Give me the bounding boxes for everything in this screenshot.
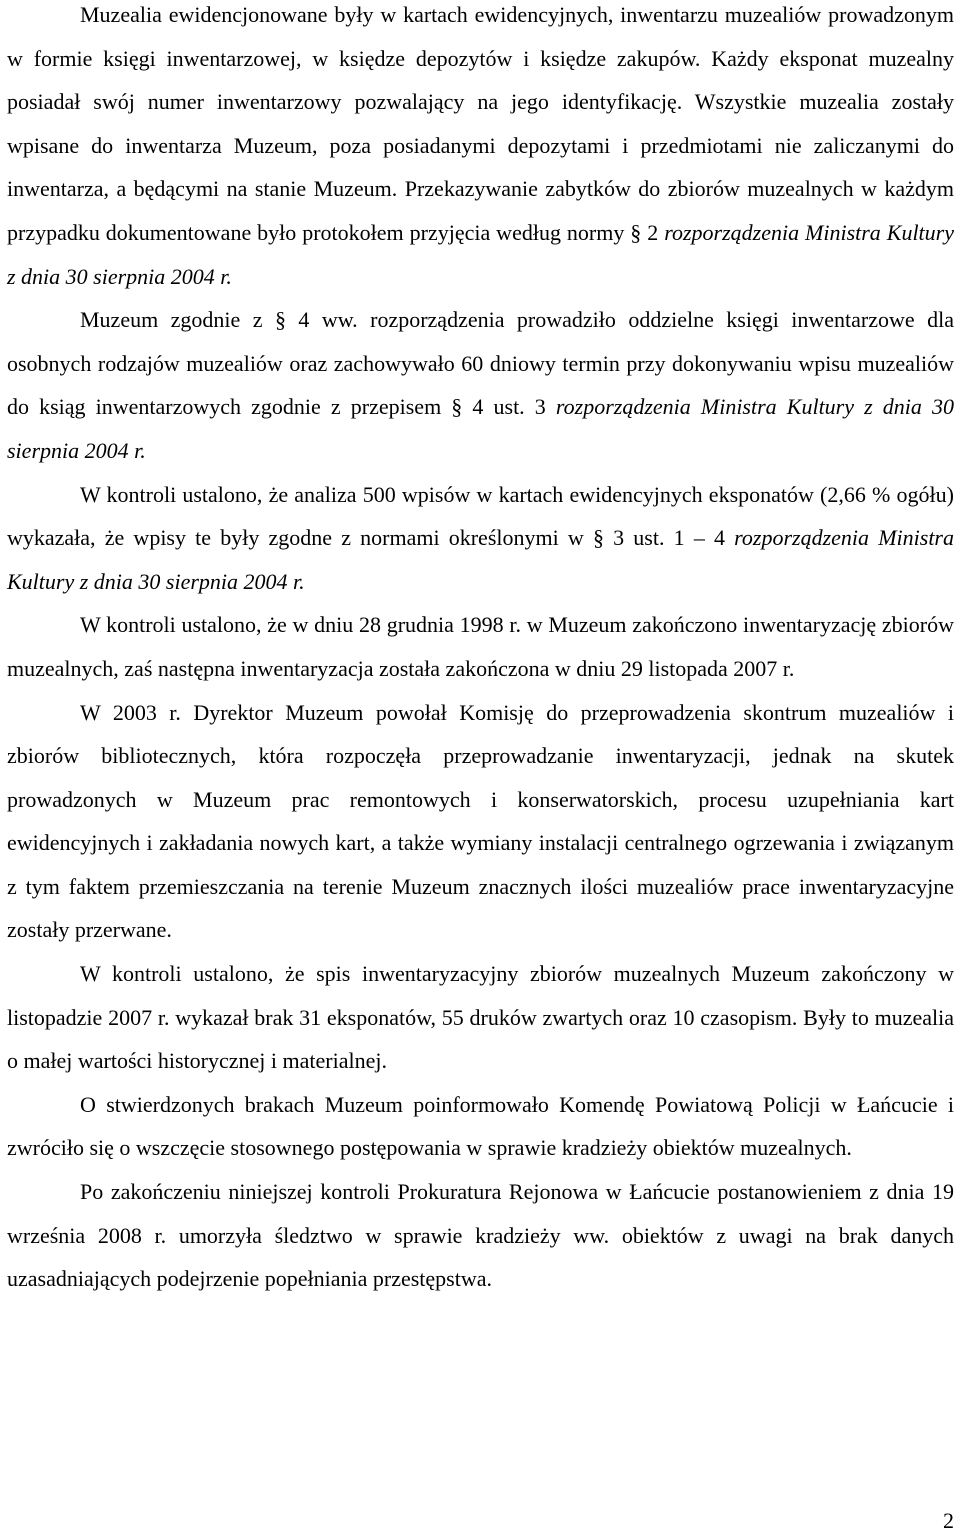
paragraph-card-analysis	[7, 473, 954, 604]
paragraph-museum-records	[7, 0, 954, 298]
paragraph-inventory-books	[7, 298, 954, 472]
document-page	[7, 0, 954, 1301]
paragraph-text: W kontroli ustalono, że analiza 500 wpisów w kartach ewidencyjnych eksponatów (2,66 % ogółu) wykazała, że wpisy te były zgodne z normami określonymi w § 3 ust. 1 – 4	[7, 481, 954, 551]
paragraph-text: O stwierdzonych brakach Muzeum poinformowało Komendę Powiatową Policji w Łańcucie i zwróciło się o wszczęcie stosownego postępowania w sprawie kradzieży obiektów muzealnych.	[7, 1091, 954, 1161]
paragraph-text: Muzealia ewidencjonowane były w kartach ewidencyjnych, inwentarzu muzealiów prowadzonym w formie księgi inwentarzowej, w księdze depozytów i księdze zakupów. Każdy eksponat muzealny posiadał swój numer inwentarzowy pozwalający na jego identyfikację. Wszystkie muzealia zostały wpisane do inwentarza Muzeum, poza posiadanymi depozytami i przedmiotami nie zaliczanymi do inwentarza, a będącymi na stanie Muzeum. Przekazywanie zabytków do zbiorów muzealnych w każdym przypadku dokumentowane było protokołem przyjęcia według normy § 2	[7, 2, 954, 245]
paragraph-inventory-dates	[7, 603, 954, 690]
paragraph-text: W kontroli ustalono, że spis inwentaryzacyjny zbiorów muzealnych Muzeum zakończony w listopadzie 2007 r. wykazał brak 31 eksponatów, 55 druków zwartych oraz 10 czasopism. Były to muzealia o małej wartości historycznej i materialnej.	[7, 961, 954, 1074]
paragraph-prosecution-outcome	[7, 1170, 954, 1301]
paragraph-text: W kontroli ustalono, że w dniu 28 grudnia 1998 r. w Muzeum zakończono inwentaryzację zbiorów muzealnych, zaś następna inwentaryzacja została zakończona w dniu 29 listopada 2007 r.	[7, 612, 954, 681]
paragraph-text: Po zakończeniu niniejszej kontroli Prokuratura Rejonowa w Łańcucie postanowieniem z dnia 19 września 2008 r. umorzyła śledztwo w sprawie kradzieży ww. obiektów z uwagi na brak danych uzasadniających podejrzenie popełniania przestępstwa.	[7, 1179, 954, 1292]
paragraph-missing-items	[7, 952, 954, 1083]
paragraph-police-notification	[7, 1083, 954, 1170]
regulation-citation: rozporządzenia Ministra Kultury z dnia 30 sierpnia 2004 r.	[7, 219, 954, 289]
regulation-citation: rozporządzenia Ministra Kultury z dnia 30 sierpnia 2004 r.	[7, 525, 954, 594]
page-number: 2	[943, 1508, 954, 1533]
paragraph-stocktaking-commission	[7, 691, 954, 953]
paragraph-text: W 2003 r. Dyrektor Muzeum powołał Komisję do przeprowadzenia skontrum muzealiów i zbiorów bibliotecznych, która rozpoczęła przeprowadzanie inwentaryzacji, jednak na skutek prowadzonych w Muzeum prac remontowych i konserwatorskich, procesu uzupełniania kart ewidencyjnych i zakładania nowych kart, a także wymiany instalacji centralnego ogrzewania i związanym z tym faktem przemieszczania na terenie Muzeum znacznych ilości muzealiów prace inwentaryzacyjne zostały przerwane.	[7, 699, 954, 943]
paragraph-text: Muzeum zgodnie z § 4 ww. rozporządzenia prowadziło oddzielne księgi inwentarzowe dla osobnych rodzajów muzealiów oraz zachowywało 60 dniowy termin przy dokonywaniu wpisu muzealiów do ksiąg inwentarzowych zgodnie z przepisem § 4 ust. 3	[7, 307, 954, 420]
regulation-citation: rozporządzenia Ministra Kultury z dnia 30 sierpnia 2004 r.	[7, 394, 955, 463]
